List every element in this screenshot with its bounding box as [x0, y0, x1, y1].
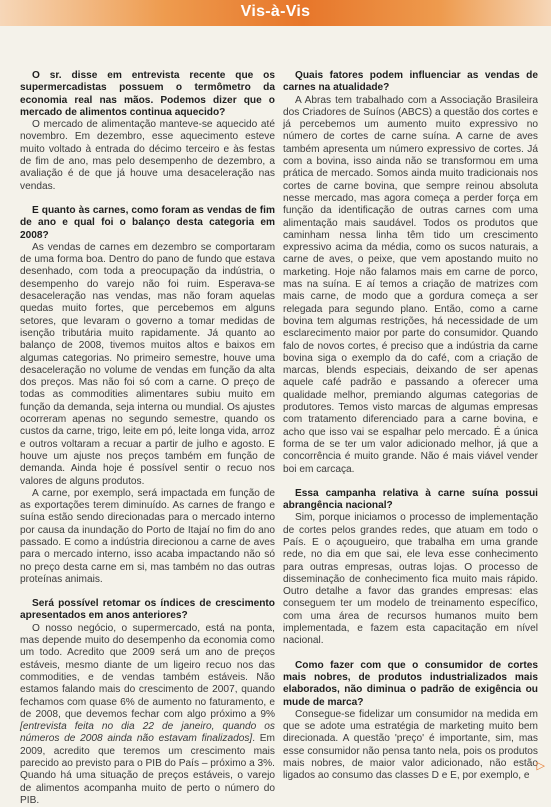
answer-text: . Em 2009, acredito que teremos um crescimento mais parecido ao previsto para o PIB do País – próximo a 3%. Quando há uma situação de preços estáveis, o varejo de alimentos acompanha muito de perto o número do PIB. — [20, 733, 275, 806]
right-column — [283, 70, 538, 783]
answer-paragraph: A carne, por exemplo, será impactada em função de as exportações terem diminuído. As carnes de frango e suína estão sendo direcionadas para o mercado interno por causa da inundação do Porto de Itajaí no fim do ano passado. E como a indústria direcionou a carne de aves para o mercado interno, isso acaba impactando não só no preço desta carne em si, mas também no das outras proteínas animais. — [20, 487, 275, 585]
answer-paragraph: Sim, porque iniciamos o processo de implementação de cortes pelos grandes redes, que atuam em todo o País. E o açougueiro, que trabalha em uma grande rede, no dia em que sai, ele leva esse conhecimento para outras empresas, outras lojas. O processo de disseminação de conhecimento fica muito mais rápido. Outro detalhe a favor das grandes empresas: elas conseguem ter um modelo de treinamento específico, com uma área de recursos humanos muito bem implementada, e fazem esta capacitação em nível nacional. — [283, 512, 538, 647]
answer-paragraph: Consegue-se fidelizar um consumidor na medida em que se adote uma estratégia de marketing muito bem direcionada. A questão 'preço' é importante, sim, mas esse consumidor não pensa tanto nela, pois os produtos mais nobres, de maior valor adicionado, não estão ligados ao consumo das classes D e E, por exemplo, e — [283, 708, 538, 782]
question: Essa campanha relativa à carne suína possui abrangência nacional? — [283, 487, 538, 512]
question: Será possível retomar os índices de crescimento apresentados em anos anteriores? — [20, 598, 275, 622]
answer-paragraph: A Abras tem trabalhado com a Associação Brasileira dos Criadores de Suínos (ABCS) a questão dos cortes e já percebemos um aumento muito expressivo no número de cortes de carne suína. A carne de aves também apresenta um número expressivo de cortes. Já com a bovina, isso ainda não se transformou em uma prática de mercado. Somos ainda muito tradicionais nos cortes de carne bovina, que sempre reinou absoluta nesse mercado, mas agora começa a perder força em função da identificação de outras carnes com uma alimentação mais saudável. Todos os produtos que caminham nessa linha têm tido um crescimento expressivo acima da média, como os sucos naturais, a carne de aves, o peixe, que vem apostando muito no marketing. Hoje não falamos mais em carne de porco, mas na suína. E aí temos a criação de matrizes com mais carne, de modo que a gordura começa a ser relegada para segundo plano. Então, como a carne bovina tem algumas restrições, há necessidade de um esclarecimento maior por parte do consumidor. Quando falo de novos cortes, é preciso que a indústria da carne bovina siga o exemplo da do café, com a criação de marcas, blends especiais, deixando de ser apenas aquele café padrão e passando a oferecer uma qualidade melhor, premiando algumas categorias de produtores. Temos visto marcas de algumas empresas com tratamento diferenciado para a carne bovina, e acho que isso vai se espalhar pelo mercado. É a única forma de se ter um valor adicionado melhor, já que a concorrência é muito grande. Não é mais viável vender boi em carcaça. — [283, 94, 538, 475]
section-title: Vis-à-Vis — [240, 3, 311, 20]
answer-paragraph — [20, 623, 275, 807]
left-column — [20, 70, 275, 807]
continue-arrow-icon: ▷ — [536, 760, 545, 772]
section-header — [0, 0, 551, 26]
answer-paragraph: O mercado de alimentação manteve-se aquecido até novembro. Em dezembro, esse aquecimento esteve muito voltado à entrada do décimo terceiro e às festas de fim de ano, mas pelo desempenho de dezembro, a avaliação é de que já houve uma desaceleração nas vendas. — [20, 119, 275, 192]
question: Como fazer com que o consumidor de cortes mais nobres, de produtos industrializados mais elaborados, não diminua o padrão de exigência ou mude de marca? — [283, 659, 538, 708]
answer-text: O nosso negócio, o supermercado, está na ponta, mas depende muito do desempenho da economia como um todo. Acredito que 2009 será um ano de preços estáveis, mesmo diante de um ligeiro recuo nos das commodities, e de vendas também estáveis. Não estamos falando mais do crescimento de 2007, quando fechamos com quase 6% de aumento no faturamento, e de 2008, que devemos fechar com algo próximo a 9% — [20, 622, 275, 720]
question: E quanto às carnes, como foram as vendas de fim de ano e qual foi o balanço desta categoria em 2008? — [20, 204, 275, 241]
editor-note: [entrevista feita no dia 22 de janeiro, quando os números de 2008 ainda não estavam finalizados] — [20, 721, 275, 745]
question: Quais fatores podem influenciar as vendas de carnes na atualidade? — [283, 70, 538, 94]
question: O sr. disse em entrevista recente que os supermercadistas possuem o termômetro da economia real nas mãos. Podemos dizer que o mercado de alimentos continua aquecido? — [20, 70, 275, 118]
answer-paragraph: As vendas de carnes em dezembro se comportaram de uma forma boa. Dentro do pano de fundo que estava desenhado, com toda a preocupação da indústria, o desempenho do varejo não foi ruim. Esperava-se desaceleração nas vendas, mas não foram aquelas quedas muito fortes, que percebemos em alguns setores, que levaram o governo a tomar medidas de isenção tributária muito rapidamente. Já quanto ao balanço de 2008, tivemos muitos altos e baixos em algumas categorias. No primeiro semestre, houve uma desaceleração no volume de vendas em função da alta dos preços. Mas não foi só com a carne. O preço de todas as commodities alimentares subiu muito em função da demanda, seja interna ou mundial. Os ajustes ocorreram apenas no segundo semestre, quando os custos da carne, trigo, leite em pó, leite longa vida, arroz e outros voltaram a recuar a partir de julho e agosto. E houve um ajuste nos preços também em função de demanda. Ainda hoje é possível sentir o recuo nos valores de alguns produtos. — [20, 241, 275, 487]
